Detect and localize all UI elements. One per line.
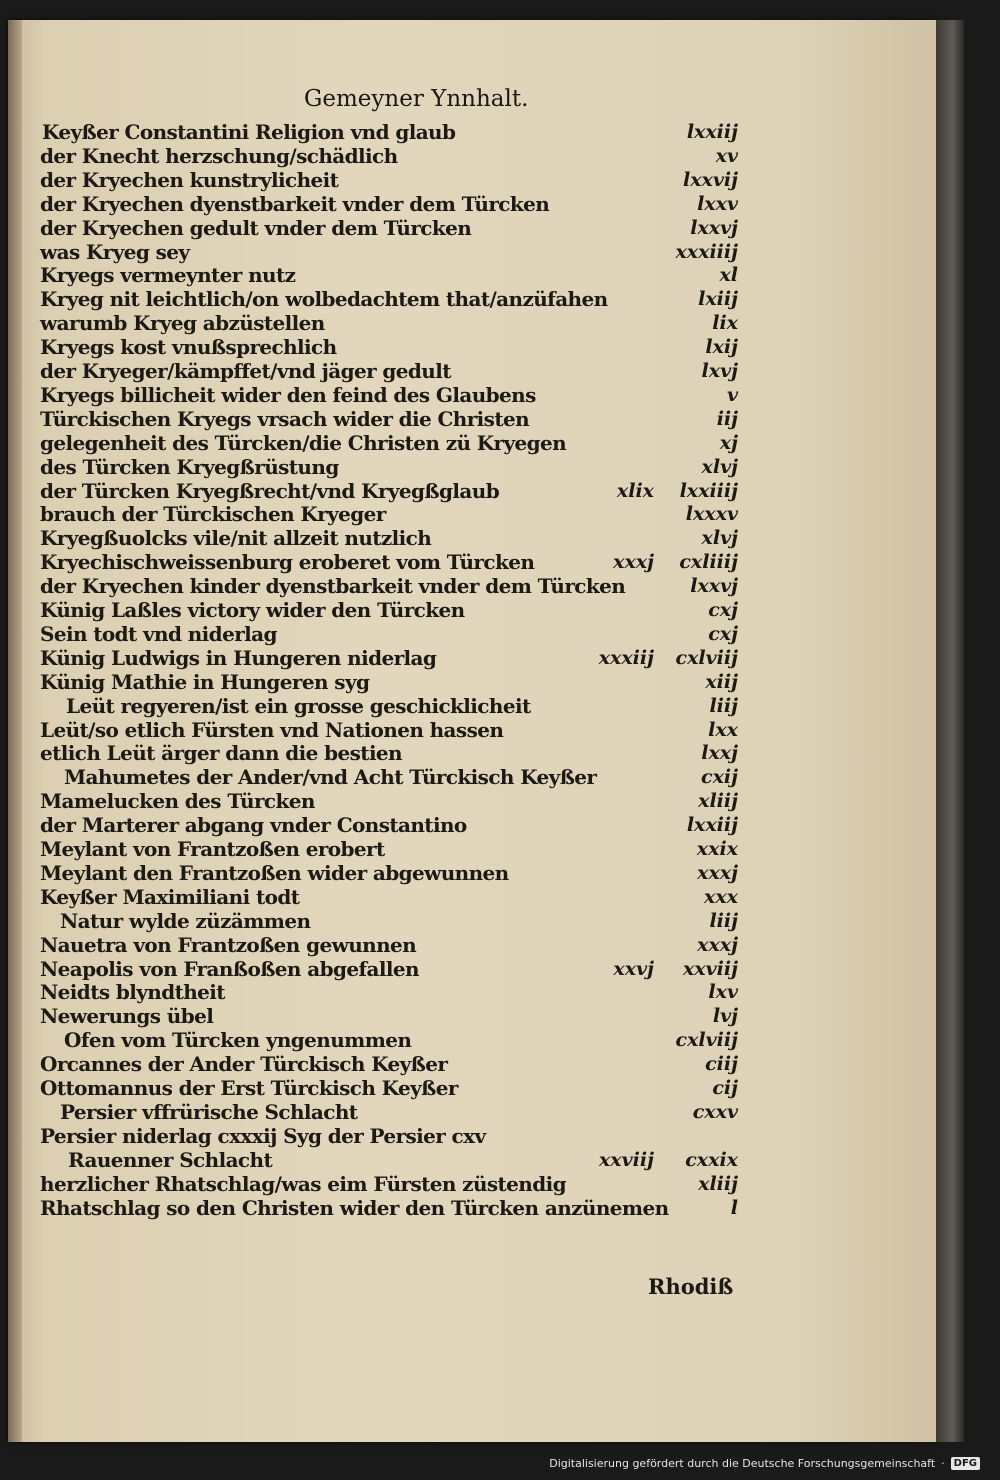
index-entry	[8, 479, 936, 503]
entry-page-number: liij	[709, 694, 738, 717]
index-entry	[8, 813, 936, 837]
index-entry	[8, 741, 936, 765]
entry-page-number: xxxiiij	[675, 240, 738, 263]
index-entry	[8, 335, 936, 359]
separator-dot: ·	[941, 1456, 945, 1470]
entry-text: herzlicher Rhatschlag/was eim Fürsten züstendig	[40, 1171, 567, 1196]
entry-page-number: lxxv	[697, 192, 738, 215]
index-entry	[8, 1196, 936, 1220]
entry-page-number: iij	[716, 407, 738, 430]
entry-cross-reference: xxviij	[598, 1148, 654, 1171]
entry-page-number: xxx	[704, 885, 738, 908]
entry-text: was Kryeg sey	[40, 239, 190, 264]
index-entry	[8, 311, 936, 335]
entry-page-number: liij	[709, 909, 738, 932]
entry-page-number: cxlviij	[675, 1029, 738, 1052]
index-entry	[8, 263, 936, 287]
index-entry	[8, 980, 936, 1004]
entry-text: Persier vffrürische Schlacht	[60, 1099, 358, 1124]
entry-text: Türckischen Kryegs vrsach wider die Christen	[40, 406, 530, 431]
index-entry	[8, 192, 936, 216]
index-entry	[8, 502, 936, 526]
index-entry	[8, 287, 936, 311]
index-entry	[8, 1076, 936, 1100]
entry-page-number: xxxj	[697, 861, 738, 884]
index-entry	[8, 885, 936, 909]
index-entry	[8, 646, 936, 670]
entry-text: Rauenner Schlacht	[68, 1147, 273, 1172]
entry-page-number: xl	[719, 264, 738, 287]
entry-text: der Türcken Kryegßrecht/vnd Kryegßglaub	[40, 478, 500, 503]
entry-page-number: l	[730, 1196, 738, 1219]
entry-page-number: lxxiij	[686, 121, 738, 143]
entry-page-number: lxxvj	[690, 575, 738, 598]
entry-text: Nauetra von Frantzoßen gewunnen	[40, 932, 417, 957]
entry-text: Kryechischweissenburg eroberet vom Türcken	[40, 550, 535, 575]
entry-text: der Kryechen kunstrylicheit	[40, 167, 339, 192]
index-entry	[8, 933, 936, 957]
index-entry	[8, 909, 936, 933]
index-entry	[8, 1052, 936, 1076]
index-entry	[8, 216, 936, 240]
entry-page-number: cxxix	[685, 1148, 738, 1171]
entry-text: Natur wylde züzämmen	[60, 908, 311, 933]
page-edge	[936, 20, 964, 1442]
entry-page-number: lxxj	[701, 742, 738, 765]
entry-page-number: lxvj	[701, 360, 738, 382]
index-entry	[8, 765, 936, 789]
entry-text: Mamelucken des Türcken	[40, 789, 315, 814]
entry-text: Leüt/so etlich Fürsten vnd Nationen hassen	[40, 717, 504, 742]
entry-page-number: lxxvj	[690, 216, 738, 239]
entry-page-number: xxix	[696, 838, 738, 860]
entry-page-number: cxlviij	[675, 646, 738, 669]
entry-cross-reference: xlix	[616, 479, 654, 502]
entry-page-number: lxxxv	[685, 503, 738, 526]
entry-text: Künig Ludwigs in Hungeren niderlag	[40, 645, 437, 670]
entry-text: Rhatschlag so den Christen wider den Türcken anzünemen	[40, 1195, 669, 1220]
entry-text: der Knecht herzschung/schädlich	[40, 143, 398, 168]
entry-page-number: lxxvij	[682, 168, 738, 191]
entry-page-number: xlvj	[701, 455, 738, 478]
entry-page-number: lvj	[712, 1005, 738, 1028]
entry-page-number: cxj	[708, 622, 738, 645]
index-entry	[8, 957, 936, 981]
index-entry	[8, 861, 936, 885]
entry-page-number: lix	[712, 312, 738, 335]
entry-page-number: cxj	[708, 599, 738, 621]
entry-text: etlich Leüt ärger dann die bestien	[40, 741, 403, 766]
entry-text: der Kryechen gedult vnder dem Türcken	[40, 215, 472, 240]
entry-page-number: lxij	[705, 336, 738, 359]
index-entry	[8, 168, 936, 192]
index-entry	[8, 718, 936, 742]
entry-page-number: xiij	[705, 670, 738, 693]
digitization-footer	[549, 1452, 980, 1474]
entry-page-number: lxxiiij	[679, 479, 738, 502]
entry-page-number: xxxj	[697, 933, 738, 956]
entry-text: der Marterer abgang vnder Constantino	[40, 813, 467, 838]
entry-text: Kryegs billicheit wider den feind des Glaubens	[40, 382, 536, 407]
entry-text: Meylant den Frantzoßen wider abgewunnen	[40, 860, 509, 885]
index-entry	[8, 359, 936, 383]
index-entry	[8, 1028, 936, 1052]
entry-page-number: cxxv	[692, 1100, 738, 1123]
entry-text: Persier niderlag cxxxij Syg der Persier cxv	[40, 1123, 486, 1148]
entry-page-number: xj	[719, 431, 738, 454]
index-entry	[8, 837, 936, 861]
index-entry	[8, 120, 936, 144]
entry-text: Neapolis von Franßoßen abgefallen	[40, 956, 419, 981]
index-entry	[8, 598, 936, 622]
entry-page-number: lxv	[708, 981, 738, 1004]
entry-cross-reference: xxvj	[613, 957, 654, 980]
index-entry	[8, 431, 936, 455]
entry-text: Meylant von Frantzoßen erobert	[40, 837, 385, 861]
entry-text: brauch der Türckischen Kryeger	[40, 502, 386, 527]
entry-text: Kryeg nit leichtlich/on wolbedachtem that/anzüfahen	[40, 287, 608, 312]
entry-text: Künig Laßles victory wider den Türcken	[40, 598, 465, 622]
entry-text: Keyßer Constantini Religion vnd glaub	[42, 120, 456, 144]
entry-page-number: xliij	[698, 1172, 738, 1195]
entry-text: Künig Mathie in Hungeren syg	[40, 669, 370, 694]
entry-text: Leüt regyeren/ist ein grosse geschicklicheit	[66, 693, 531, 718]
index-entry	[8, 526, 936, 550]
entry-text: der Kryechen dyenstbarkeit vnder dem Türcken	[40, 191, 550, 216]
index-entry	[8, 622, 936, 646]
index-entry	[8, 670, 936, 694]
entry-text: der Kryeger/kämpffet/vnd jäger gedult	[40, 359, 451, 383]
index-entry	[8, 550, 936, 574]
index-entry	[8, 1100, 936, 1124]
funding-credit: Digitalisierung gefördert durch die Deutsche Forschungsgemeinschaft	[549, 1456, 936, 1470]
index-entry	[8, 1124, 936, 1148]
entry-text: Kryegs kost vnußsprechlich	[40, 335, 337, 360]
entry-text: Mahumetes der Ander/vnd Acht Türckisch Keyßer	[64, 765, 597, 790]
entry-page-number: xliij	[698, 790, 738, 813]
entry-text: Newerungs übel	[40, 1004, 214, 1029]
index-entry	[8, 455, 936, 479]
dfg-logo-icon: DFG	[951, 1457, 980, 1470]
entry-text: des Türcken Kryegßrüstung	[40, 454, 339, 479]
entry-text: der Kryechen kinder dyenstbarkeit vnder dem Türcken	[40, 574, 626, 599]
entry-cross-reference: xxxj	[613, 551, 654, 574]
entry-text: Ofen vom Türcken yngenummen	[64, 1028, 412, 1053]
index-entry	[8, 407, 936, 431]
index-entry	[8, 240, 936, 264]
index-entry	[8, 789, 936, 813]
index-entry	[8, 1172, 936, 1196]
entry-page-number: xlvj	[701, 527, 738, 550]
entry-text: Ottomannus der Erst Türckisch Keyßer	[40, 1076, 458, 1100]
entry-text: Kryegs vermeynter nutz	[40, 263, 296, 288]
index-entry	[8, 694, 936, 718]
entry-page-number: xv	[715, 144, 738, 167]
entry-page-number: lxx	[708, 718, 738, 741]
entry-text: Sein todt vnd niderlag	[40, 621, 277, 646]
index-entries	[8, 20, 936, 1442]
entry-text: Orcannes der Ander Türckisch Keyßer	[40, 1052, 448, 1077]
entry-page-number: cxij	[701, 766, 738, 789]
page-header: Gemeyner Ynnhalt.	[304, 86, 529, 112]
entry-page-number: cxliiij	[679, 551, 738, 574]
entry-text: gelegenheit des Türcken/die Christen zü Kryegen	[40, 430, 567, 455]
index-entry	[8, 144, 936, 168]
entry-page-number: lxxiij	[686, 814, 738, 837]
entry-page-number: ciij	[705, 1053, 738, 1076]
index-entry	[8, 1004, 936, 1028]
book-page	[8, 20, 936, 1442]
entry-page-number: v	[726, 383, 738, 406]
entry-text: warumb Kryeg abzüstellen	[40, 311, 325, 336]
entry-text: Kryegßuolcks vile/nit allzeit nutzlich	[40, 526, 432, 551]
entry-page-number: xxviij	[682, 957, 738, 980]
catchword: Rhodiß	[648, 1274, 734, 1299]
entry-page-number: cij	[712, 1077, 738, 1099]
entry-page-number: lxiij	[698, 288, 738, 311]
index-entry	[8, 574, 936, 598]
entry-text: Keyßer Maximiliani todt	[40, 884, 300, 909]
entry-text: Neidts blyndtheit	[40, 980, 225, 1005]
index-entry	[8, 1148, 936, 1172]
entry-cross-reference: xxxiij	[598, 646, 654, 669]
index-entry	[8, 383, 936, 407]
